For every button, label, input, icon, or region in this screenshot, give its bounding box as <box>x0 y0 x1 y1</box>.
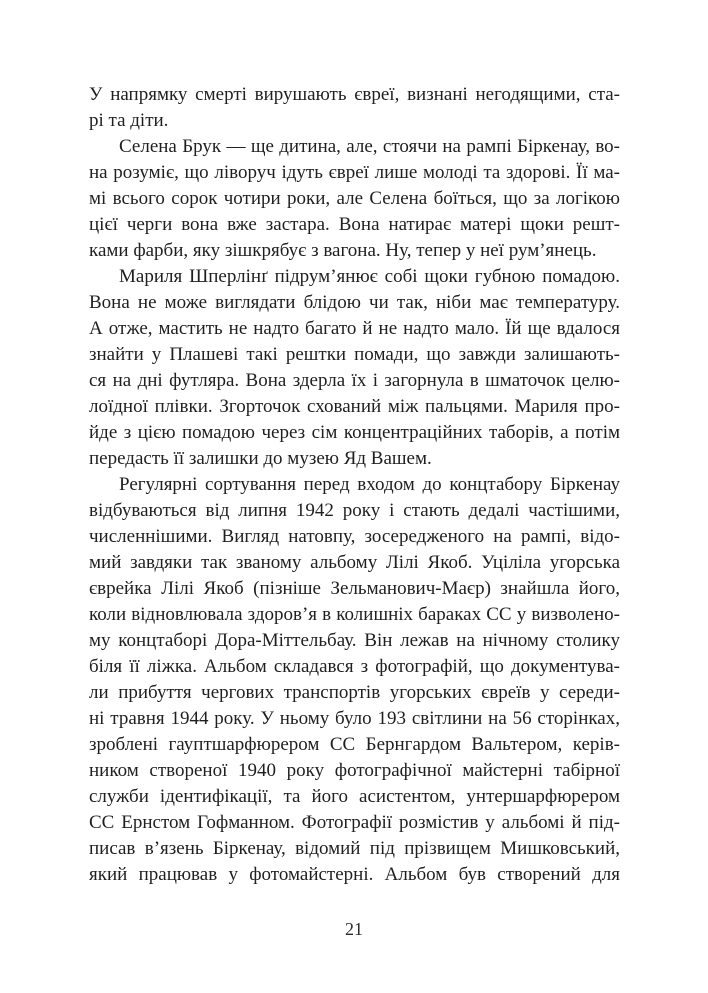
text-line: Вона не може виглядати блідою чи так, ніби має температуру. <box>89 292 620 313</box>
text-line: писав в’язень Біркенау, відомий під прізвищем Мишковський, <box>89 838 620 859</box>
text-line: лоїдної плівки. Згорточок схований між пальцями. Мариля про- <box>89 396 620 417</box>
text-line: ли прибуття чергових транспортів угорських євреїв у середи- <box>89 682 620 703</box>
text-line: Мариля Шперлінґ підрум’янює собі щоки губною помадою. <box>119 266 620 287</box>
text-line: рі та діти. <box>89 110 169 131</box>
text-line: ками фарби, яку зішкрябує з вагона. Ну, тепер у неї рум’янець. <box>89 240 597 261</box>
text-line: ся на дні футляра. Вона здерла їх і загорнула в шматочок целю- <box>89 370 620 391</box>
text-line: на розуміє, що ліворуч ідуть євреї лише молоді та здорові. Її ма- <box>89 162 620 183</box>
text-line: му концтаборі Дора-Міттельбау. Він лежав на нічному столику <box>89 630 620 651</box>
text-line: ником створеної 1940 року фотографічної майстерні табірної <box>89 760 620 781</box>
text-line: служби ідентифікації, та його асистентом, унтершарфюрером <box>89 786 620 807</box>
text-line: передасть її залишки до музею Яд Вашем. <box>89 448 432 469</box>
page-text <box>89 82 620 888</box>
text-line: йде з цією помадою через сім концентраційних таборів, а потім <box>89 422 620 443</box>
text-line: відбуваються від липня 1942 року і стають дедалі частішими, <box>89 500 620 521</box>
text-line: мі всього сорок чотири роки, але Селена боїться, що за логікою <box>89 188 620 209</box>
text-line: цієї черги вона вже застара. Вона натирає матері щоки решт- <box>89 214 620 235</box>
text-line: СС Ернстом Гофманном. Фотографії розмістив у альбомі й під- <box>89 812 620 833</box>
page-number: 21 <box>345 919 363 939</box>
text-line: біля її ліжка. Альбом складався з фотографій, що документува- <box>89 656 620 677</box>
text-line: єврейка Лілі Якоб (пізніше Зельманович-Маєр) знайшла його, <box>89 578 620 599</box>
text-line: Регулярні сортування перед входом до концтабору Біркенау <box>119 474 620 495</box>
text-line: численнішими. Вигляд натовпу, зосередженого на рампі, відо- <box>89 526 620 547</box>
text-line: А отже, мастить не надто багато й не надто мало. Їй ще вдалося <box>89 318 620 339</box>
text-line: коли відновлювала здоров’я в колишніх бараках СС у визволено- <box>89 604 620 625</box>
text-line: зроблені гауптшарфюрером СС Бернгардом Вальтером, керів- <box>89 734 620 755</box>
text-line: мий завдяки так званому альбому Лілі Якоб. Уціліла угорська <box>89 552 620 573</box>
text-line: Селена Брук — ще дитина, але, стоячи на рампі Біркенау, во- <box>119 136 620 157</box>
text-line: який працював у фотомайстерні. Альбом був створений для <box>89 864 620 885</box>
text-line: ні травня 1944 року. У ньому було 193 світлини на 56 сторінках, <box>89 708 620 729</box>
text-line: У напрямку смерті вирушають євреї, визнані негодящими, ста- <box>89 84 620 105</box>
text-line: знайти у Плашеві такі рештки помади, що завжди залишають- <box>89 344 620 365</box>
